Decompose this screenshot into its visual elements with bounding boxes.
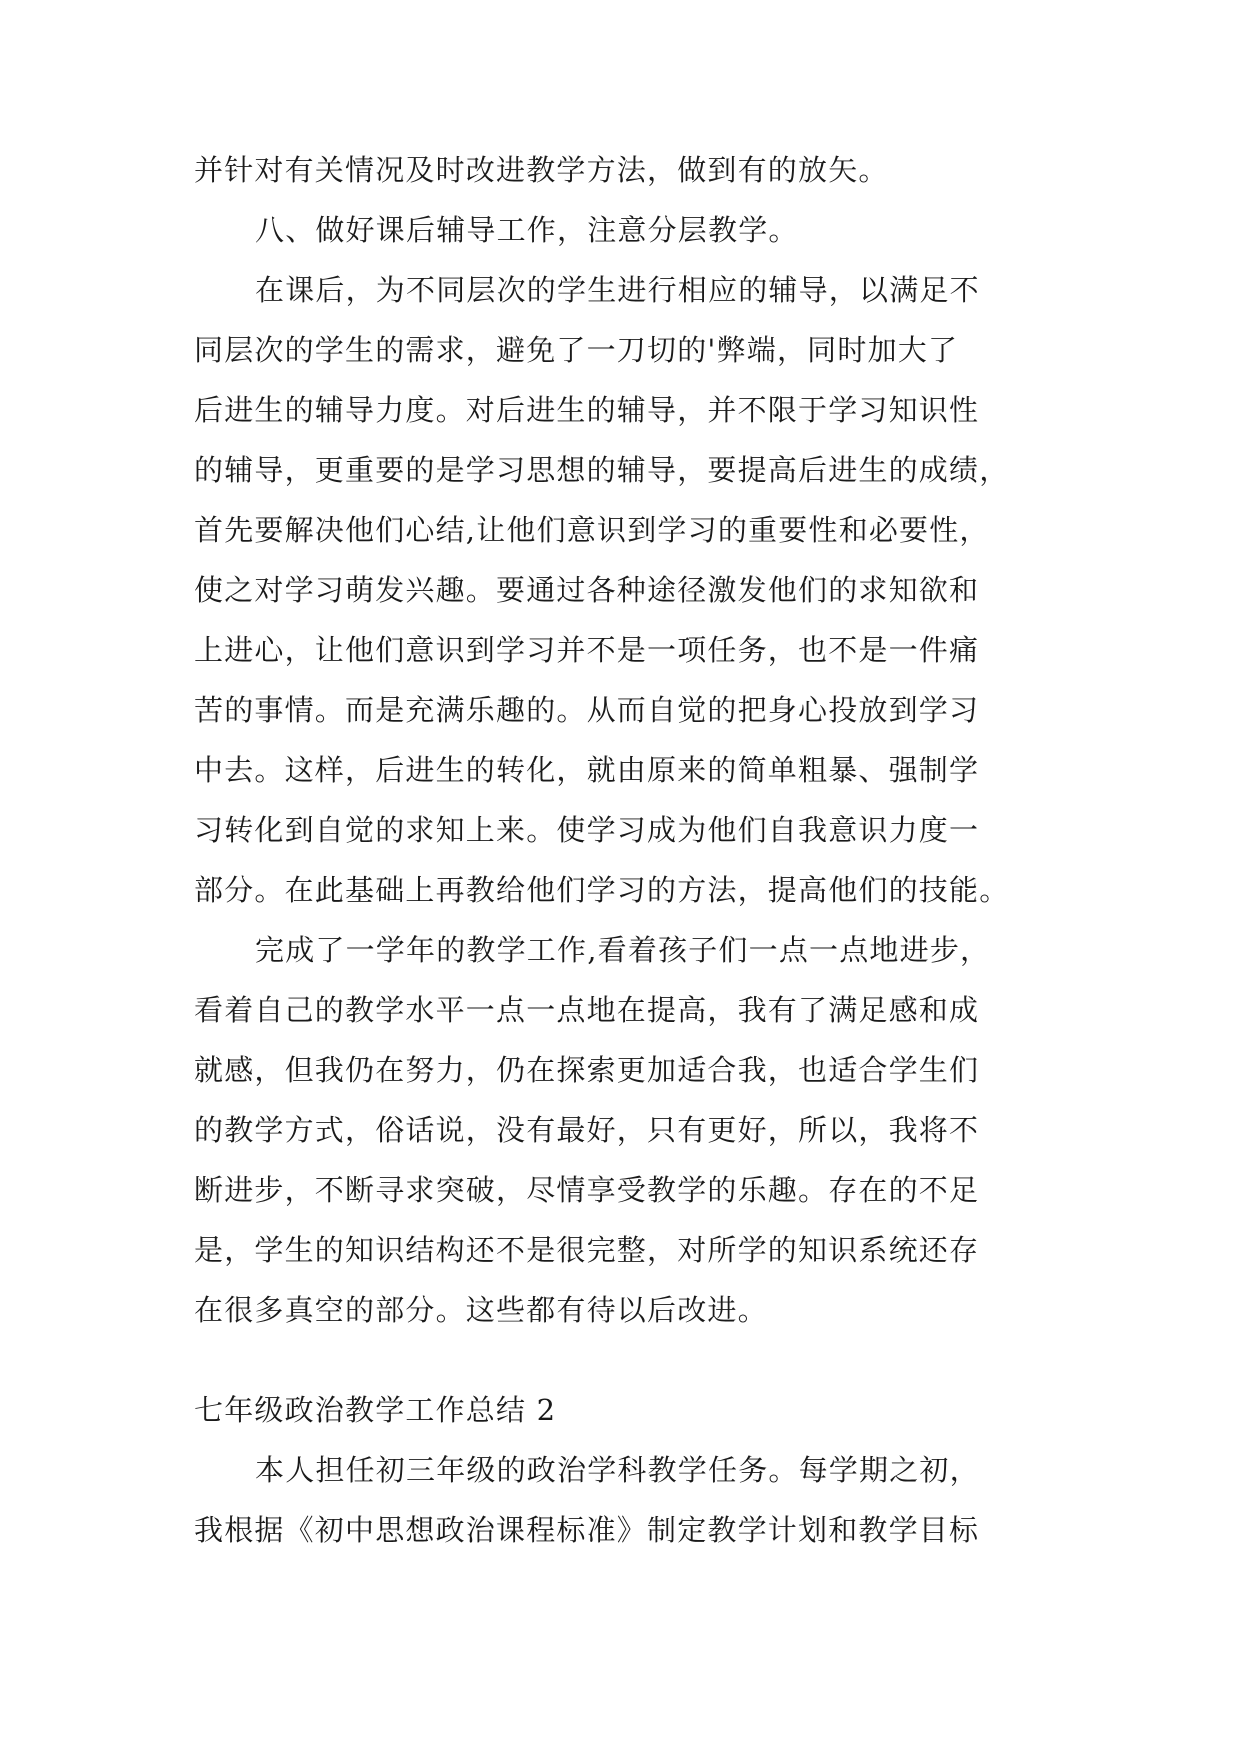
paragraph-line: 看着自己的教学水平一点一点地在提高，我有了满足感和成 xyxy=(194,993,980,1027)
paragraph-line: 就感，但我仍在努力，仍在探索更加适合我，也适合学生们 xyxy=(194,1053,980,1087)
paragraph-line: 本人担任初三年级的政治学科教学任务。每学期之初， xyxy=(255,1453,980,1487)
paragraph-line: 首先要解决他们心结,让他们意识到学习的重要性和必要性， xyxy=(194,513,990,547)
paragraph-line: 苦的事情。而是充满乐趣的。从而自觉的把身心投放到学习 xyxy=(194,693,980,727)
paragraph-line: 同层次的学生的需求，避免了一刀切的'弊端，同时加大了 xyxy=(194,333,959,367)
paragraph-line: 习转化到自觉的求知上来。使学习成为他们自我意识力度一 xyxy=(194,813,980,847)
paragraph-line: 在很多真空的部分。这些都有待以后改进。 xyxy=(194,1293,768,1327)
section-heading: 八、做好课后辅导工作，注意分层教学。 xyxy=(255,213,799,247)
paragraph-line: 是，学生的知识结构还不是很完整，对所学的知识系统还存 xyxy=(194,1233,980,1267)
paragraph-line: 完成了一学年的教学工作,看着孩子们一点一点地进步， xyxy=(255,933,991,967)
paragraph-line: 在课后，为不同层次的学生进行相应的辅导，以满足不 xyxy=(255,273,980,307)
paragraph-line: 断进步，不断寻求突破，尽情享受教学的乐趣。存在的不足 xyxy=(194,1173,980,1207)
paragraph-line: 我根据《初中思想政治课程标准》制定教学计划和教学目标 xyxy=(194,1513,980,1547)
paragraph-line: 后进生的辅导力度。对后进生的辅导，并不限于学习知识性 xyxy=(194,393,980,427)
paragraph-line: 使之对学习萌发兴趣。要通过各种途径激发他们的求知欲和 xyxy=(194,573,980,607)
paragraph-line: 的教学方式，俗话说，没有最好，只有更好，所以，我将不 xyxy=(194,1113,980,1147)
paragraph-line: 并针对有关情况及时改进教学方法，做到有的放矢。 xyxy=(194,153,889,187)
paragraph-line: 部分。在此基础上再教给他们学习的方法，提高他们的技能。 xyxy=(194,873,1010,907)
section-title: 七年级政治教学工作总结 2 xyxy=(194,1393,557,1427)
paragraph-line: 的辅导，更重要的是学习思想的辅导，要提高后进生的成绩， xyxy=(194,453,1010,487)
paragraph-line: 上进心，让他们意识到学习并不是一项任务，也不是一件痛 xyxy=(194,633,980,667)
paragraph-line: 中去。这样，后进生的转化，就由原来的简单粗暴、强制学 xyxy=(194,753,980,787)
